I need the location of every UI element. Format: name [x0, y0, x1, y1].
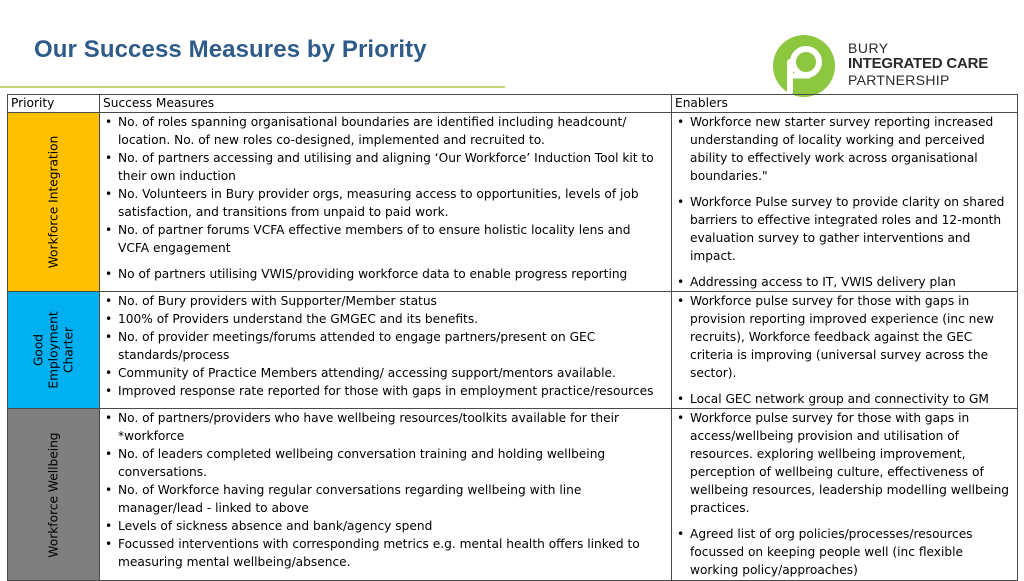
header-success-measures: Success Measures — [100, 95, 672, 113]
priority-cell-good-employment-charter — [8, 292, 100, 409]
list-item: • No. of partner forums VCFA effective members of to ensure holistic locality lens and VCFA engagement — [100, 221, 665, 257]
list-item: • Workforce new starter survey reporting increased understanding of locality working and perceived ability to effectively work across organisational boundaries." — [672, 113, 1011, 185]
list-item: • No. of partners/providers who have wellbeing resources/toolkits available for their *workforce — [100, 409, 665, 445]
list-item: • Levels of sickness absence and bank/agency spend — [100, 517, 665, 535]
list-item: • No. of partners accessing and utilising and aligning ‘Our Workforce’ Induction Tool kit to their own induction — [100, 149, 665, 185]
table-row — [8, 292, 1018, 409]
priority-label: Good Employment Charter — [31, 311, 75, 389]
brand-logo — [760, 28, 1020, 100]
list-item: • Workforce pulse survey for those with gaps in access/wellbeing provision and utilisation of resources. exploring wellbeing improvement, perception of wellbeing culture, effectiveness of wellbeing resources, leadership modelling wellbeing practices. — [672, 409, 1011, 517]
list-item: • Community of Practice Members attending/ accessing support/mentors available. — [100, 364, 665, 382]
success-measures-table — [7, 94, 1018, 581]
measures-cell — [100, 409, 672, 581]
page-title: Our Success Measures by Priority — [34, 36, 427, 63]
table-header-row — [8, 95, 1018, 113]
priority-cell-workforce-integration — [8, 113, 100, 292]
list-item: • Local GEC network group and connectivity to GM — [672, 390, 1011, 408]
header-priority: Priority — [8, 95, 100, 113]
logo-line-3: PARTNERSHIP — [848, 72, 950, 88]
enablers-cell — [672, 113, 1018, 292]
table-row — [8, 113, 1018, 292]
list-item: • No. of Workforce having regular conversations regarding wellbeing with line manager/lead - linked to above — [100, 481, 665, 517]
list-item: • No. Volunteers in Bury provider orgs, measuring access to opportunities, levels of job satisfaction, and transitions from unpaid to paid work. — [100, 185, 665, 221]
enablers-cell — [672, 409, 1018, 581]
list-item: • Workforce Pulse survey to provide clarity on shared barriers to effective integrated roles and 12-month evaluation survey to gather interventions and impact. — [672, 193, 1011, 265]
logo-line-2: INTEGRATED CARE — [848, 55, 989, 72]
measures-cell — [100, 113, 672, 292]
list-item: • 100% of Providers understand the GMGEC and its benefits. — [100, 310, 665, 328]
list-item: • Workforce pulse survey for those with gaps in provision reporting improved experience (inc new recruits), Workforce feedback against the GEC criteria is improving (universal survey across the sector). — [672, 292, 1011, 382]
list-item: • No of partners utilising VWIS/providing workforce data to enable progress reporting — [100, 265, 665, 283]
logo-wordmark — [848, 40, 988, 88]
logo-line-1: BURY — [848, 40, 889, 56]
list-item: • No. of provider meetings/forums attended to engage partners/present on GEC standards/process — [100, 328, 665, 364]
logo-mark-icon — [770, 32, 838, 100]
priority-cell-workforce-wellbeing — [8, 409, 100, 581]
list-item: • Focussed interventions with corresponding metrics e.g. mental health offers linked to measuring mental wellbeing/absence. — [100, 535, 665, 571]
priority-label: Workforce Wellbeing — [46, 431, 60, 558]
list-item: • No. of Bury providers with Supporter/Member status — [100, 292, 665, 310]
header-enablers: Enablers — [672, 95, 1018, 113]
measures-cell — [100, 292, 672, 409]
priority-label: Workforce Integration — [46, 135, 60, 269]
title-underline — [0, 86, 505, 88]
enablers-cell — [672, 292, 1018, 409]
list-item: • Addressing access to IT, VWIS delivery plan — [672, 273, 1011, 291]
list-item: • No. of roles spanning organisational boundaries are identified including headcount/ location. No. of new roles co-designed, implemented and recruited to. — [100, 113, 665, 149]
list-item: • Improved response rate reported for those with gaps in employment practice/resources — [100, 382, 665, 400]
table-row — [8, 409, 1018, 581]
list-item: • No. of leaders completed wellbeing conversation training and holding wellbeing conversations. — [100, 445, 665, 481]
list-item: • Agreed list of org policies/processes/resources focussed on keeping people well (inc flexible working policy/approaches) — [672, 525, 1011, 579]
